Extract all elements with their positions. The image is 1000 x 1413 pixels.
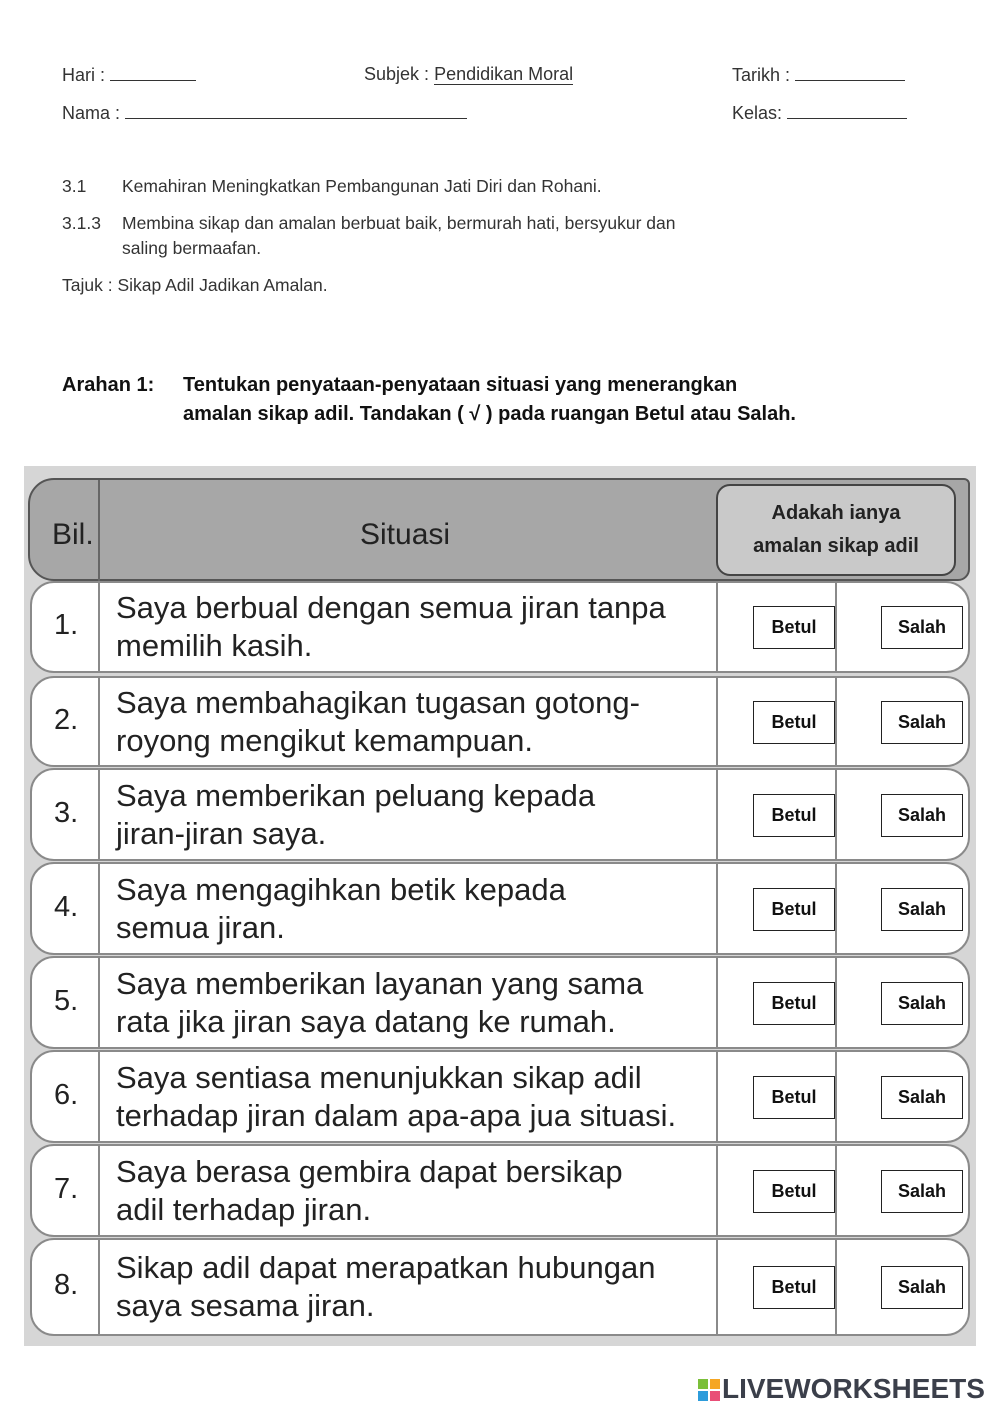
column-divider (98, 1238, 100, 1336)
betul-option[interactable]: Betul (753, 1076, 835, 1119)
column-divider (716, 676, 718, 767)
situation-line2: terhadap jiran dalam apa-apa jua situasi. (116, 1097, 677, 1133)
kelas-blank (787, 102, 907, 119)
situation-text (116, 1059, 716, 1135)
situation-line2: adil terhadap jiran. (116, 1191, 372, 1227)
situation-line2: saya sesama jiran. (116, 1288, 375, 1323)
salah-option[interactable]: Salah (881, 1076, 963, 1119)
column-divider (98, 862, 100, 955)
betul-option[interactable]: Betul (753, 888, 835, 931)
betul-option[interactable]: Betul (753, 701, 835, 744)
worksheet-table (24, 466, 976, 1346)
column-divider (716, 581, 718, 673)
row-number: 4. (54, 890, 79, 923)
objective-3-1-code: 3.1 (62, 176, 87, 196)
table-row (30, 1144, 970, 1237)
situation-line1: Saya sentiasa menunjukkan sikap adil (116, 1059, 642, 1095)
table-row (30, 768, 970, 861)
nama-field (62, 102, 467, 124)
situation-line1: Saya memberikan layanan yang sama (116, 965, 644, 1001)
hari-field (62, 64, 196, 86)
row-number: 3. (54, 796, 79, 829)
objective-3-1-3-line2: saling bermaafan. (122, 238, 262, 258)
salah-option[interactable]: Salah (881, 606, 963, 649)
betul-option[interactable]: Betul (753, 606, 835, 649)
liveworksheets-logo-icon (698, 1379, 720, 1401)
situation-line1: Saya memberikan peluang kepada (116, 777, 596, 813)
salah-option[interactable]: Salah (881, 794, 963, 837)
column-divider (716, 1238, 718, 1336)
nama-blank (125, 102, 467, 119)
column-divider (716, 768, 718, 861)
betul-option[interactable]: Betul (753, 982, 835, 1025)
table-row (30, 1238, 970, 1336)
row-number: 2. (54, 703, 79, 736)
column-divider (835, 862, 837, 955)
table-row (30, 676, 970, 767)
tarikh-label: Tarikh : (732, 65, 791, 85)
situation-text (116, 684, 716, 760)
betul-option[interactable]: Betul (753, 1266, 835, 1309)
tajuk: Tajuk : Sikap Adil Jadikan Amalan. (62, 275, 328, 295)
situation-line1: Saya berasa gembira dapat bersikap (116, 1153, 623, 1189)
column-divider (98, 676, 100, 767)
liveworksheets-logo (698, 1373, 985, 1405)
column-divider (835, 1050, 837, 1143)
liveworksheets-brand: LIVEWORKSHEETS (722, 1373, 985, 1404)
tarikh-blank (795, 64, 905, 81)
kelas-field (732, 102, 907, 124)
subjek-field (364, 64, 573, 85)
nama-label: Nama : (62, 103, 121, 123)
column-divider (835, 581, 837, 673)
column-divider (716, 862, 718, 955)
header-adakah (716, 484, 956, 576)
situation-line1: Saya membahagikan tugasan gotong- (116, 684, 640, 720)
situation-line2: semua jiran. (116, 909, 285, 945)
column-divider (835, 1144, 837, 1237)
header-situasi: Situasi (360, 518, 451, 551)
column-divider (835, 768, 837, 861)
tarikh-field (732, 64, 905, 86)
situation-line2: royong mengikut kemampuan. (116, 722, 534, 758)
objective-3-1-3-code: 3.1.3 (62, 213, 101, 233)
subjek-value: Pendidikan Moral (434, 64, 574, 84)
arahan-line1: Tentukan penyataan-penyataan situasi yang menerangkan (183, 374, 738, 396)
header-adakah-line2: amalan sikap adil (753, 535, 919, 557)
situation-text (116, 1153, 716, 1229)
column-divider (835, 1238, 837, 1336)
table-row (30, 1050, 970, 1143)
header-divider (98, 480, 100, 581)
table-row (30, 581, 970, 673)
betul-option[interactable]: Betul (753, 794, 835, 837)
column-divider (716, 1144, 718, 1237)
situation-line1: Sikap adil dapat merapatkan hubungan (116, 1250, 656, 1285)
situation-text (116, 1249, 716, 1325)
column-divider (835, 676, 837, 767)
column-divider (98, 956, 100, 1049)
column-divider (98, 768, 100, 861)
salah-option[interactable]: Salah (881, 701, 963, 744)
arahan-label: Arahan 1: (62, 374, 155, 396)
row-number: 1. (54, 609, 79, 641)
column-divider (716, 1050, 718, 1143)
row-number: 8. (54, 1269, 79, 1301)
subjek-label: Subjek : (364, 64, 430, 84)
situation-line1: Saya berbual dengan semua jiran tanpa (116, 590, 666, 625)
kelas-label: Kelas: (732, 103, 783, 123)
salah-option[interactable]: Salah (881, 982, 963, 1025)
table-row (30, 956, 970, 1049)
column-divider (98, 581, 100, 673)
objective-3-1-3-line1: Membina sikap dan amalan berbuat baik, bermurah hati, bersyukur dan (122, 213, 676, 233)
arahan-line2: amalan sikap adil. Tandakan ( √ ) pada ruangan Betul atau Salah. (183, 403, 796, 425)
row-number: 6. (54, 1078, 79, 1111)
row-number: 7. (54, 1172, 79, 1205)
table-row (30, 862, 970, 955)
salah-option[interactable]: Salah (881, 1266, 963, 1309)
situation-line2: rata jika jiran saya datang ke rumah. (116, 1003, 616, 1039)
header-adakah-line1: Adakah ianya (771, 502, 901, 524)
situation-text (116, 871, 716, 947)
column-divider (835, 956, 837, 1049)
situation-text (116, 777, 716, 853)
situation-line2: memilih kasih. (116, 628, 313, 663)
header-bil: Bil. (52, 518, 94, 551)
situation-text (116, 589, 716, 665)
column-divider (98, 1050, 100, 1143)
situation-line1: Saya mengagihkan betik kepada (116, 871, 566, 907)
column-divider (98, 1144, 100, 1237)
situation-line2: jiran-jiran saya. (116, 815, 327, 851)
betul-option[interactable]: Betul (753, 1170, 835, 1213)
objective-3-1-text: Kemahiran Meningkatkan Pembangunan Jati Diri dan Rohani. (122, 176, 602, 196)
situation-text (116, 965, 716, 1041)
salah-option[interactable]: Salah (881, 888, 963, 931)
hari-blank (110, 64, 196, 81)
salah-option[interactable]: Salah (881, 1170, 963, 1213)
table-header (28, 478, 970, 581)
hari-label: Hari : (62, 65, 106, 85)
row-number: 5. (54, 984, 79, 1017)
column-divider (716, 956, 718, 1049)
